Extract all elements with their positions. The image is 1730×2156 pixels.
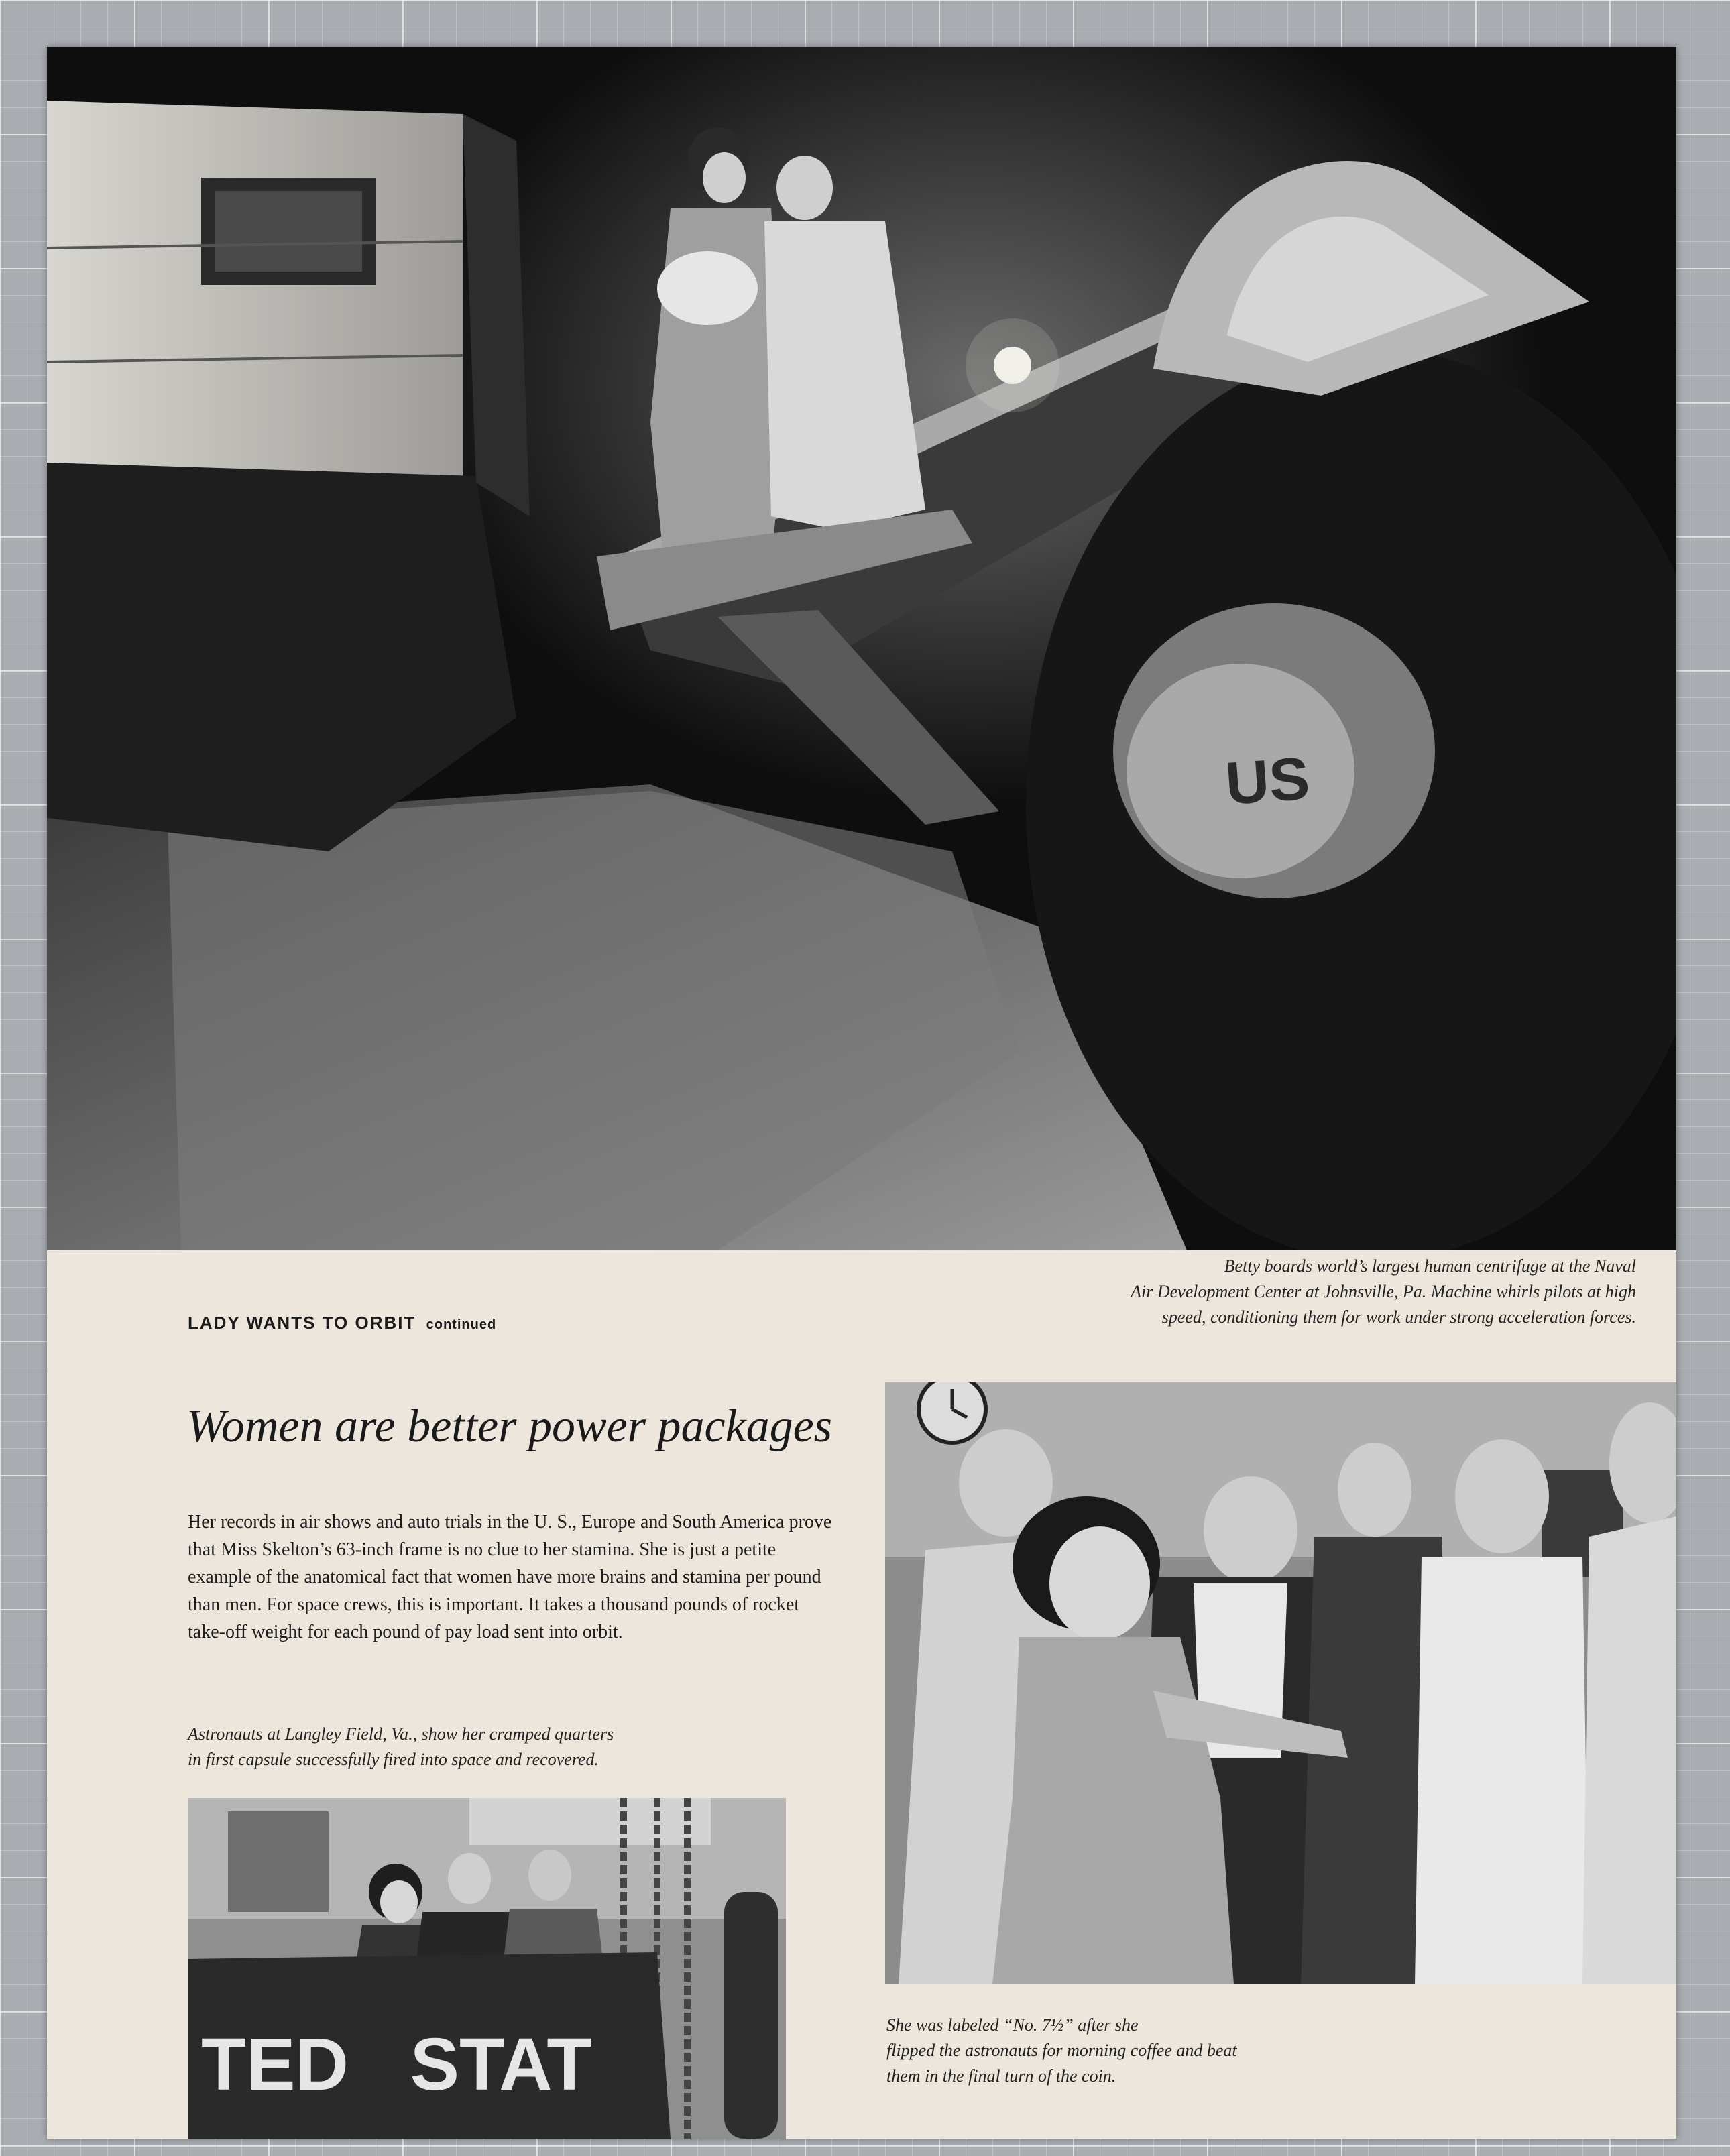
article-body: Her records in air shows and auto trials in the U. S., Europe and South America prove that Miss Skelton’s 63-inch frame is no clue to her stamina. She is just a petite example of the anatomical fact that women have more brains and stamina per pound than men. For space crews, this is important. It takes a thousand pounds of rocket take-off weight for each pound of pay load sent into orbit. [188, 1512, 832, 1642]
caption-line: in first capsule successfully fired into space and recovered. [188, 1750, 599, 1769]
astronauts-caption [886, 2013, 1396, 2089]
caption-line: Betty boards world’s largest human centrifuge at the Naval [1224, 1256, 1636, 1276]
caption-line: them in the final turn of the coin. [886, 2066, 1116, 2086]
magazine-page [47, 47, 1676, 2139]
astronauts-photo [885, 1382, 1676, 1984]
kicker-title: LADY WANTS TO ORBIT [188, 1313, 416, 1333]
capsule-lettering: TED STAT [201, 2023, 592, 2106]
caption-line: She was labeled “No. 7½” after she [886, 2015, 1139, 2035]
centrifuge-marking: US [1223, 745, 1312, 818]
caption-line: speed, conditioning them for work under strong acceleration forces. [1161, 1307, 1636, 1327]
caption-line: flipped the astronauts for morning coffee and beat [886, 2041, 1237, 2060]
section-kicker [188, 1313, 496, 1333]
caption-line: Air Development Center at Johnsville, Pa. Machine whirls pilots at high [1131, 1282, 1636, 1301]
centrifuge-photo [47, 47, 1676, 1250]
article-headline: Women are better power packages [186, 1400, 832, 1452]
capsule-photo [188, 1798, 786, 2139]
capsule-caption [188, 1722, 818, 1773]
kicker-continued: continued [426, 1317, 497, 1332]
centrifuge-caption [932, 1254, 1636, 1330]
caption-line: Astronauts at Langley Field, Va., show her cramped quarters [188, 1724, 614, 1744]
